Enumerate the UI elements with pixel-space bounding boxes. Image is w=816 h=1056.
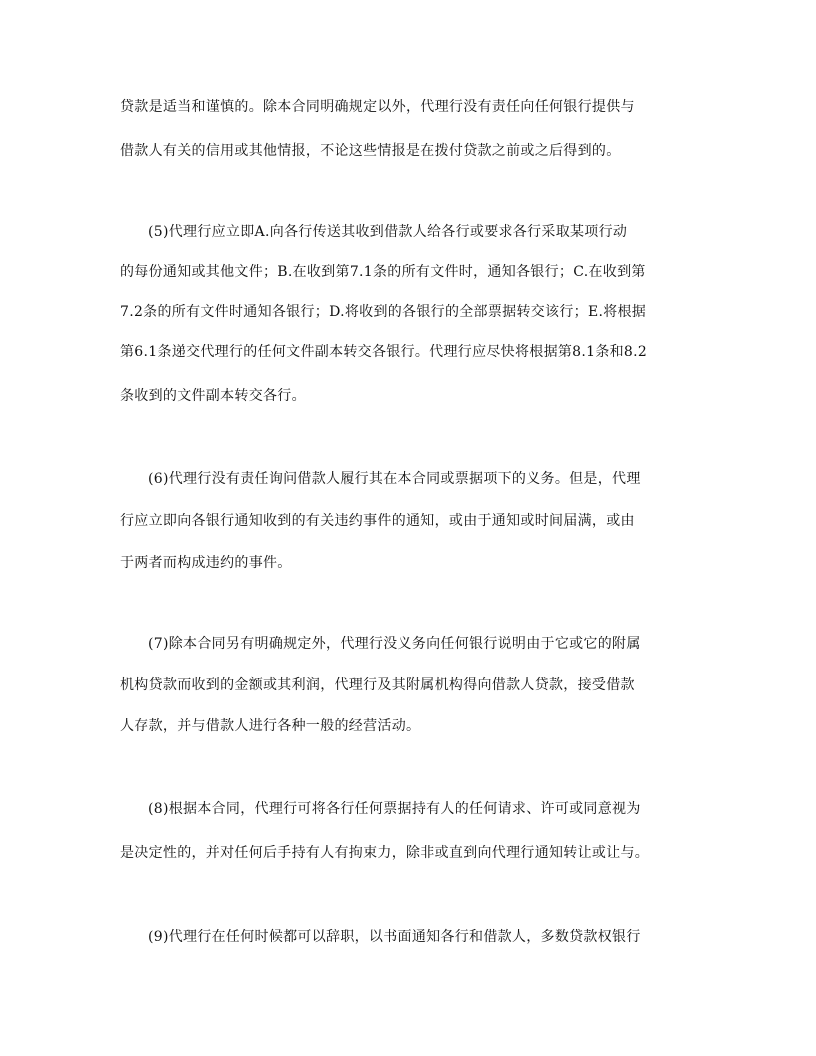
paragraph-line: (6)代理行没有责任询问借款人履行其在本合同或票据项下的义务。但是，代理 <box>148 471 641 487</box>
paragraph-line: (5)代理行应立即A.向各行传送其收到借款人给各行或要求各行采取某项行动 <box>148 224 628 240</box>
paragraph-line: 的每份通知或其他文件；B.在收到第7.1条的所有文件时，通知各银行；C.在收到第 <box>120 264 646 280</box>
paragraph-line: 于两者而构成违约的事件。 <box>120 555 292 571</box>
paragraph-line: 贷款是适当和谨慎的。除本合同明确规定以外，代理行没有责任向任何银行提供与 <box>120 99 635 115</box>
paragraph-line: 是决定性的，并对任何后手持有人有拘束力，除非或直到向代理行通知转让或让与。 <box>120 845 650 861</box>
paragraph-line: (9)代理行在任何时候都可以辞职，以书面通知各行和借款人，多数贷款权银行 <box>148 929 641 945</box>
paragraph-line: (7)除本合同另有明确规定外，代理行没义务向任何银行说明由于它或它的附属 <box>148 636 641 652</box>
paragraph-line: 借款人有关的信用或其他情报，不论这些情报是在拨付贷款之前或之后得到的。 <box>120 143 621 159</box>
paragraph-line: 机构贷款而收到的金额或其利润，代理行及其附属机构得向借款人贷款，接受借款 <box>120 677 635 693</box>
paragraph-line: 条收到的文件副本转交各行。 <box>120 388 306 404</box>
paragraph-line: 第6.1条递交代理行的任何文件副本转交各银行。代理行应尽快将根据第8.1条和8.2 <box>120 344 648 360</box>
paragraph-line: 7.2条的所有文件时通知各银行；D.将收到的各银行的全部票据转交该行；E.将根据 <box>120 304 647 320</box>
paragraph-line: 行应立即向各银行通知收到的有关违约事件的通知，或由于通知或时间届满，或由 <box>120 513 635 529</box>
paragraph-line: (8)根据本合同，代理行可将各行任何票据持有人的任何请求、许可或同意视为 <box>148 801 641 817</box>
paragraph-line: 人存款，并与借款人进行各种一般的经营活动。 <box>120 718 421 734</box>
